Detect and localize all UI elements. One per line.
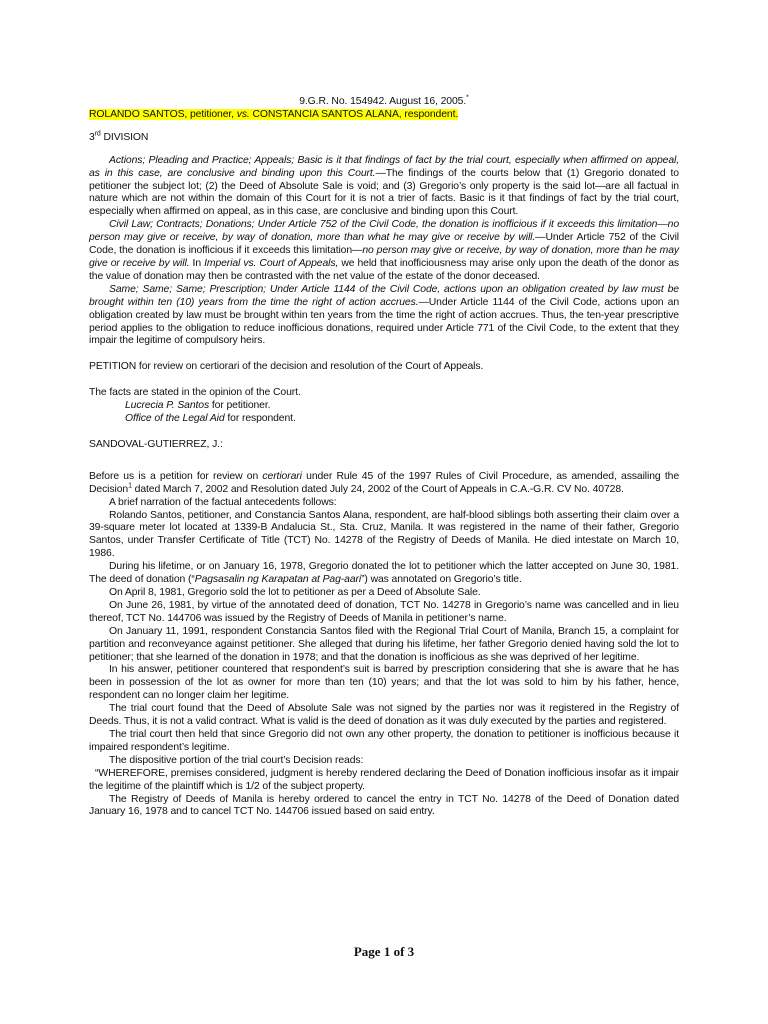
body-paragraph: On January 11, 1991, respondent Constancia Santos filed with the Regional Trial Court of Manila, Branch 15, a complaint for partition and reconveyance against petitioner. She alleged that during his lifetime, her father Gregorio denied having sold the lot to petitioner; that she learned of the donation in 1978; and that the donation is inofficious as she was deprived of her legitime. bbox=[89, 625, 679, 663]
body-paragraph: On April 8, 1981, Gregorio sold the lot to petitioner as per a Deed of Absolute Sale. bbox=[109, 587, 481, 598]
counsel-respondent: Office of the Legal Aid for respondent. bbox=[125, 413, 296, 425]
facts-statement: The facts are stated in the opinion of the Court. bbox=[89, 387, 301, 399]
division-label: 3rd DIVISION bbox=[89, 130, 149, 143]
ponente: SANDOVAL-GUTIERREZ, J.: bbox=[89, 438, 223, 450]
body-paragraph: A brief narration of the factual antecedents follows: bbox=[109, 496, 337, 508]
quoted-disposition: “WHEREFORE, premises considered, judgment is hereby rendered declaring the Deed of Donation inofficious insofar as it impair the legitime of the plaintiff which is 1/2 of the subject property. bbox=[89, 767, 679, 792]
body-paragraph: Rolando Santos, petitioner, and Constancia Santos Alana, respondent, are half-blood siblings both asserting their claim over a 39-square meter lot located at 1339-B Andalucia St., Sta. Cruz, Manila. It was registered in the name of their father, Gregorio Santos, under Transfer Certificate of Title (TCT) No. 14278 of the Registry of Deeds of Manila. He died intestate on March 10, 1986. bbox=[89, 509, 679, 560]
current-page-number: 1 bbox=[383, 944, 391, 959]
case-parties bbox=[89, 109, 679, 122]
body-paragraph: The trial court found that the Deed of Absolute Sale was not signed by the parties nor was it registered in the Registry of Deeds. Thus, it is not a valid contract. What is valid is the deed of donation as it was duly executed by the parties and registered. bbox=[89, 703, 679, 728]
syllabus-paragraph-1: Actions; Pleading and Practice; Appeals; Basic is it that findings of fact by the trial court, especially when affirmed on appeal, as in this case, are conclusive and binding upon this Court.—The findings of the courts below that (1) Gregorio donated to petitioner the subject lot; (2) the Deed of Absolute Sale is void; and (3) Gregorio’s only property is the said lot—are all factual in nature which are not within the domain of this Court for it is not a trier of facts. Basic is it that findings of fact by the trial court, especially when affirmed on appeal, as in this case, are conclusive and binding upon this Court. bbox=[89, 154, 679, 218]
document-page bbox=[89, 96, 679, 819]
body-paragraph: On June 26, 1981, by virtue of the annotated deed of donation, TCT No. 14278 in Gregorio’s name was cancelled and in lieu thereof, TCT No. 144706 was issued by the Registry of Deeds of Manila in petitioner’s name. bbox=[89, 599, 679, 624]
quoted-disposition: The Registry of Deeds of Manila is hereby ordered to cancel the entry in TCT No. 14278 of the Deed of Donation dated January 16, 1978 and to cancel TCT No. 144706 issued based on said entry. bbox=[89, 793, 679, 818]
highlighted-parties: ROLANDO SANTOS, petitioner, vs. CONSTANCIA SANTOS ALANA, respondent. bbox=[89, 108, 459, 120]
page-footer: Page 1 of 3 bbox=[353, 944, 415, 959]
case-citation: 9.G.R. No. 154942. August 16, 2005.* bbox=[299, 94, 469, 107]
syllabus-paragraph-3: Same; Same; Same; Prescription; Under Article 1144 of the Civil Code, actions upon an obligation created by law must be brought within ten (10) years from the time the right of action accrues.—Under Article 1144 of the Civil Code, actions upon an obligation created by law must be brought within ten years from the time the right of action accrues. Thus, the ten-year prescriptive period applies to the obligation to reduce inofficious donations, required under Article 771 of the Civil Code, to the extent that they impair the legitime of compulsory heirs. bbox=[89, 283, 679, 347]
petition-statement: PETITION for review on certiorari of the decision and resolution of the Court of Appeals. bbox=[89, 361, 484, 373]
body-paragraph: The dispositive portion of the trial court’s Decision reads: bbox=[109, 754, 364, 766]
body-paragraph: During his lifetime, or on January 16, 1978, Gregorio donated the lot to petitioner which the latter accepted on June 30, 1981. The deed of donation (“Pagsasalin ng Karapatan at Pag-aari”) was annotated on Gregorio’s title. bbox=[89, 561, 679, 586]
body-paragraph: The trial court then held that since Gregorio did not own any other property, the donation to petitioner is inofficious because it impaired respondent’s legitime. bbox=[89, 728, 679, 753]
syllabus-paragraph-2: Civil Law; Contracts; Donations; Under Article 752 of the Civil Code, the donation is inofficious if it exceeds this limitation—no person may give or receive, by way of donation, more than what he may give or receive by will.—Under Article 752 of the Civil Code, the donation is inofficious if it exceeds this limitation—no person may give or receive, by way of donation, more than he may give or receive by will. In Imperial vs. Court of Appeals, we held that inofficiousness may arise only upon the death of the donor as the value of donation may then be contrasted with the net value of the estate of the donor deceased. bbox=[89, 219, 680, 282]
counsel-petitioner: Lucrecia P. Santos for petitioner. bbox=[125, 400, 271, 412]
body-paragraph: Before us is a petition for review on certiorari under Rule 45 of the 1997 Rules of Civil Procedure, as amended, assailing the Decision$^1$ dated March 7, 2002 and Resolution dated July 24, 2002 of the Court of Appeals in C.A.-G.R. CV No. 40728. bbox=[89, 470, 679, 495]
total-page-count: 3 bbox=[407, 944, 415, 959]
body-paragraph: In his answer, petitioner countered that respondent’s suit is barred by prescription considering that she is aware that he has been in possession of the lot as owner for more than ten (10) years; and that the lot was sold to him by his father, hence, respondent can no longer claim her legitime. bbox=[89, 664, 679, 702]
